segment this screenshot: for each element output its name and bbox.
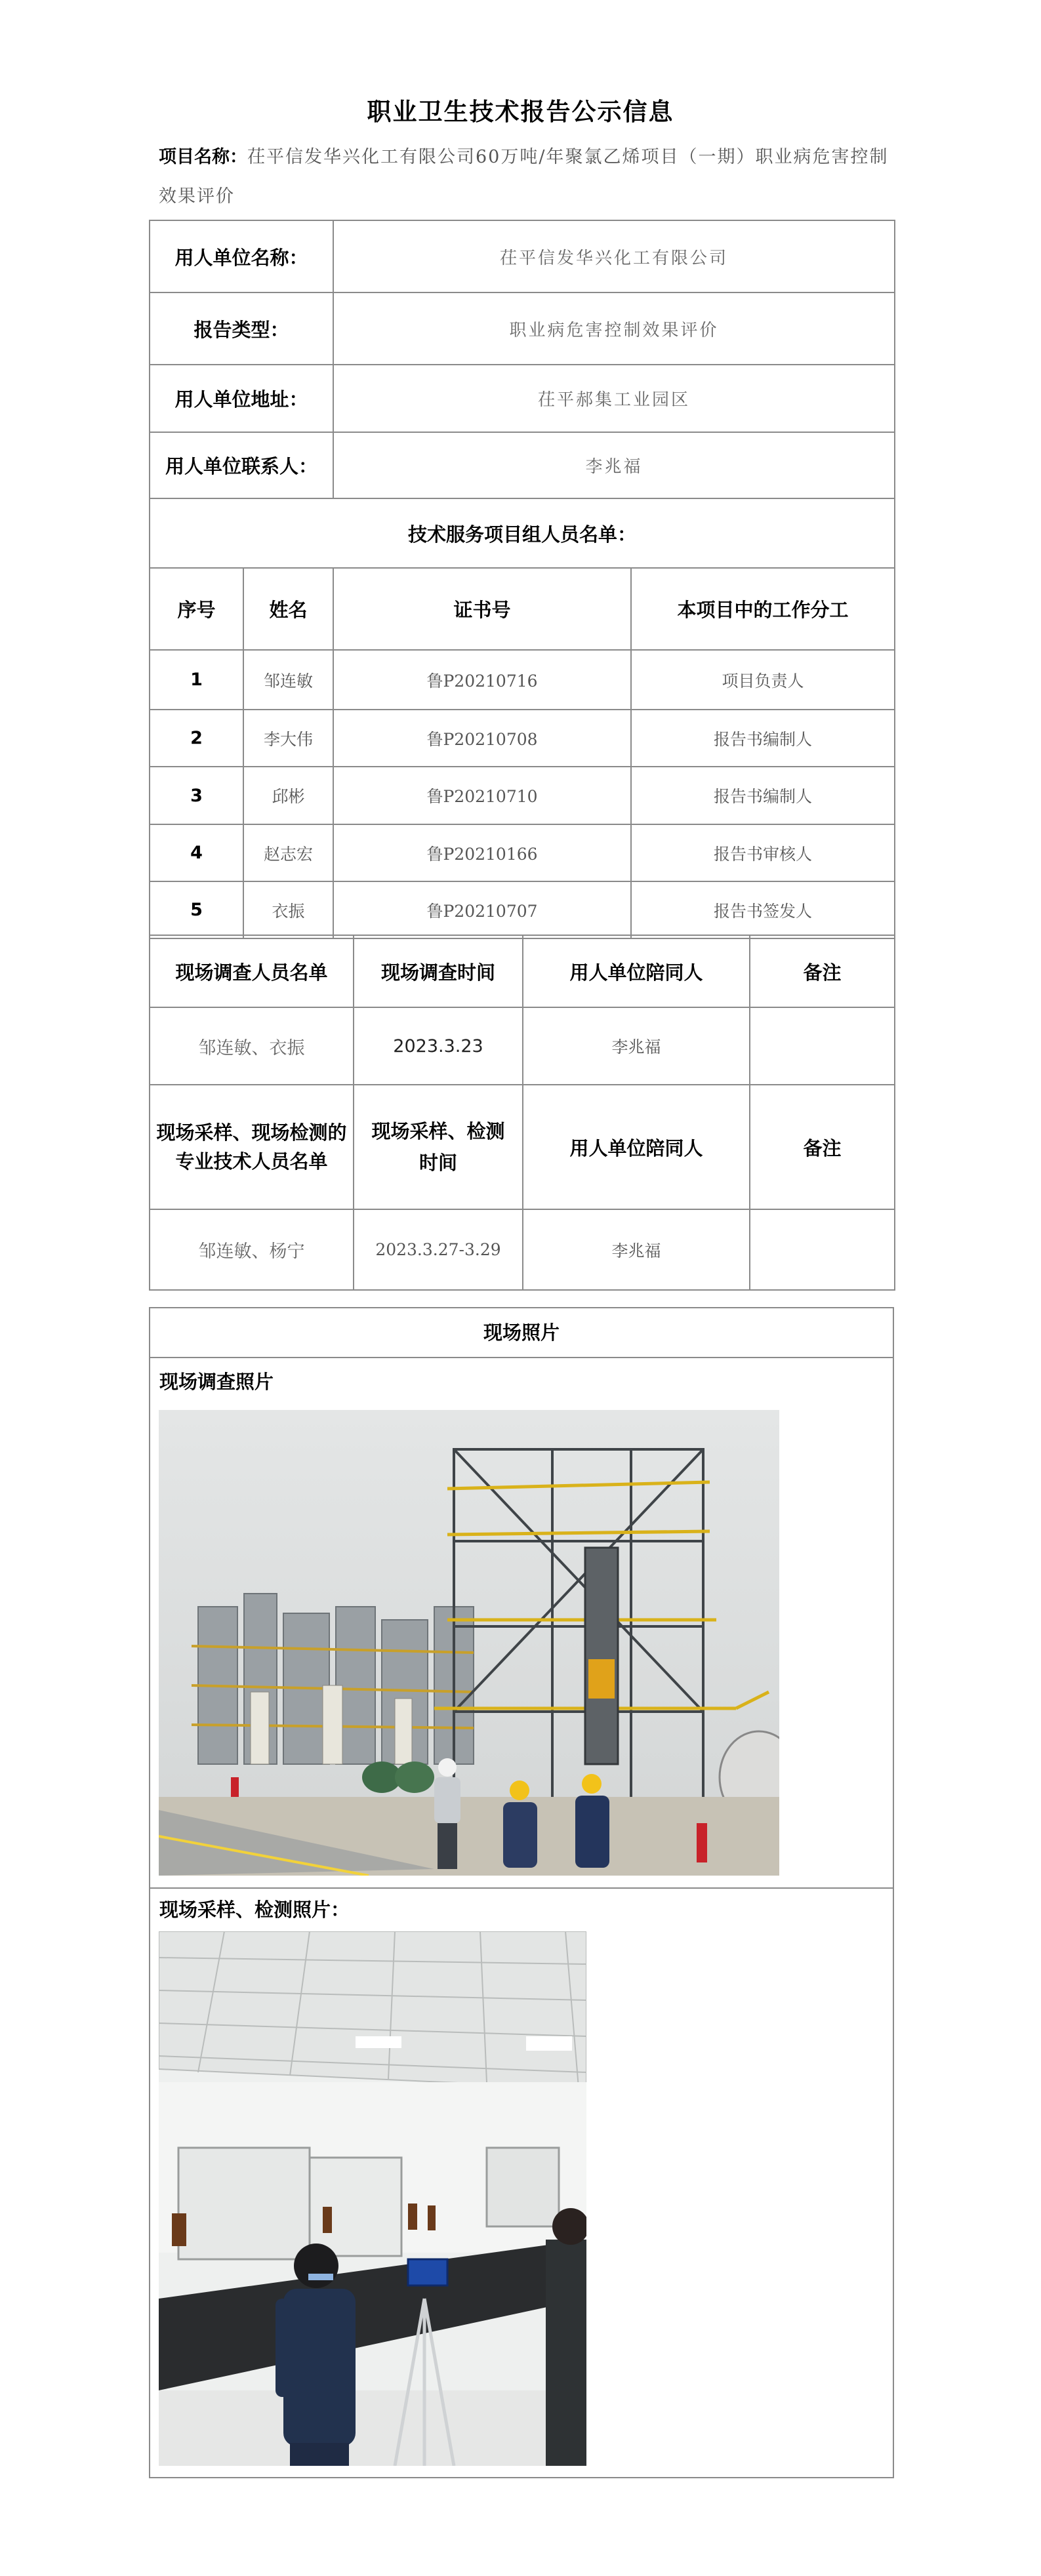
- survey-escort: 李兆福: [523, 1007, 750, 1085]
- survey-note: [750, 1007, 895, 1085]
- project-name-label: 项目名称：: [159, 147, 247, 167]
- survey-header-time: 现场调查时间: [354, 935, 523, 1007]
- team-name: 赵志宏: [243, 824, 333, 881]
- table-row: [150, 824, 895, 881]
- survey-header-escort: 用人单位陪同人: [523, 935, 750, 1007]
- team-no: 3: [150, 767, 243, 824]
- survey-header-row: [150, 935, 895, 1007]
- sampling-header-row: [150, 1085, 895, 1209]
- survey-header-note: 备注: [750, 935, 895, 1007]
- info-table: [149, 220, 895, 939]
- team-no: 4: [150, 824, 243, 881]
- employer-value: 茌平信发华兴化工有限公司: [333, 220, 895, 292]
- survey-header-staff: 现场调查人员名单: [150, 935, 354, 1007]
- team-header-row: [150, 568, 895, 650]
- lab-scene-illustration: [159, 1931, 586, 2466]
- team-name: 李大伟: [243, 710, 333, 767]
- sampling-time: 2023.3.27-3.29: [354, 1209, 523, 1290]
- page-title: 职业卫生技术报告公示信息: [367, 98, 674, 126]
- team-cert: 鲁P20210716: [333, 650, 631, 710]
- team-cert: 鲁P20210708: [333, 710, 631, 767]
- team-role: 报告书编制人: [631, 710, 895, 767]
- sampling-escort: 李兆福: [523, 1209, 750, 1290]
- team-header-name: 姓名: [243, 568, 333, 650]
- sampling-photo: [159, 1931, 586, 2466]
- survey-time: 2023.3.23: [354, 1007, 523, 1085]
- plant-scene-illustration: [159, 1410, 779, 1876]
- contact-row: [150, 432, 895, 498]
- team-name: 衣振: [243, 881, 333, 938]
- table-row: [150, 710, 895, 767]
- team-name: 邱彬: [243, 767, 333, 824]
- sampling-staff: 邹连敏、杨宁: [150, 1209, 354, 1290]
- sampling-header-note: 备注: [750, 1085, 895, 1209]
- photo-divider: [150, 1887, 893, 1889]
- sampling-header-time: 现场采样、检测时间: [354, 1085, 523, 1209]
- table-row: [150, 767, 895, 824]
- report-type-row: [150, 292, 895, 365]
- team-title: 技术服务项目组人员名单：: [150, 498, 895, 568]
- employer-label: 用人单位名称：: [150, 220, 333, 292]
- address-row: [150, 365, 895, 432]
- table-row: [150, 650, 895, 710]
- survey-row: [150, 1007, 895, 1085]
- team-name: 邹连敏: [243, 650, 333, 710]
- contact-label: 用人单位联系人：: [150, 432, 333, 498]
- address-value: 茌平郝集工业园区: [333, 365, 895, 432]
- team-no: 1: [150, 650, 243, 710]
- sampling-note: [750, 1209, 895, 1290]
- photo-section: [149, 1307, 894, 2478]
- team-cert: 鲁P20210710: [333, 767, 631, 824]
- team-role: 报告书签发人: [631, 881, 895, 938]
- survey-table: [149, 935, 895, 1291]
- team-no: 2: [150, 710, 243, 767]
- team-header-role: 本项目中的工作分工: [631, 568, 895, 650]
- team-role: 报告书编制人: [631, 767, 895, 824]
- team-title-row: [150, 498, 895, 568]
- team-cert: 鲁P20210707: [333, 881, 631, 938]
- table-row: [150, 881, 895, 938]
- survey-staff: 邹连敏、衣振: [150, 1007, 354, 1085]
- team-header-no: 序号: [150, 568, 243, 650]
- survey-photo: [159, 1410, 779, 1876]
- sampling-header-staff: 现场采样、现场检测的专业技术人员名单: [150, 1085, 354, 1209]
- address-label: 用人单位地址：: [150, 365, 333, 432]
- photo-section-title: 现场照片: [150, 1308, 893, 1358]
- survey-photo-caption: 现场调查照片: [159, 1371, 274, 1393]
- team-role: 报告书审核人: [631, 824, 895, 881]
- project-name-line: [159, 138, 893, 216]
- sampling-header-escort: 用人单位陪同人: [523, 1085, 750, 1209]
- report-type-label: 报告类型：: [150, 292, 333, 365]
- sampling-row: [150, 1209, 895, 1290]
- contact-value: 李兆福: [333, 432, 895, 498]
- team-role: 项目负责人: [631, 650, 895, 710]
- employer-row: [150, 220, 895, 292]
- project-name-value: 茌平信发华兴化工有限公司60万吨/年聚氯乙烯项目（一期）职业病危害控制效果评价: [159, 147, 889, 207]
- team-no: 5: [150, 881, 243, 938]
- team-cert: 鲁P20210166: [333, 824, 631, 881]
- team-header-cert: 证书号: [333, 568, 631, 650]
- report-type-value: 职业病危害控制效果评价: [333, 292, 895, 365]
- sampling-photo-caption: 现场采样、检测照片：: [159, 1899, 350, 1921]
